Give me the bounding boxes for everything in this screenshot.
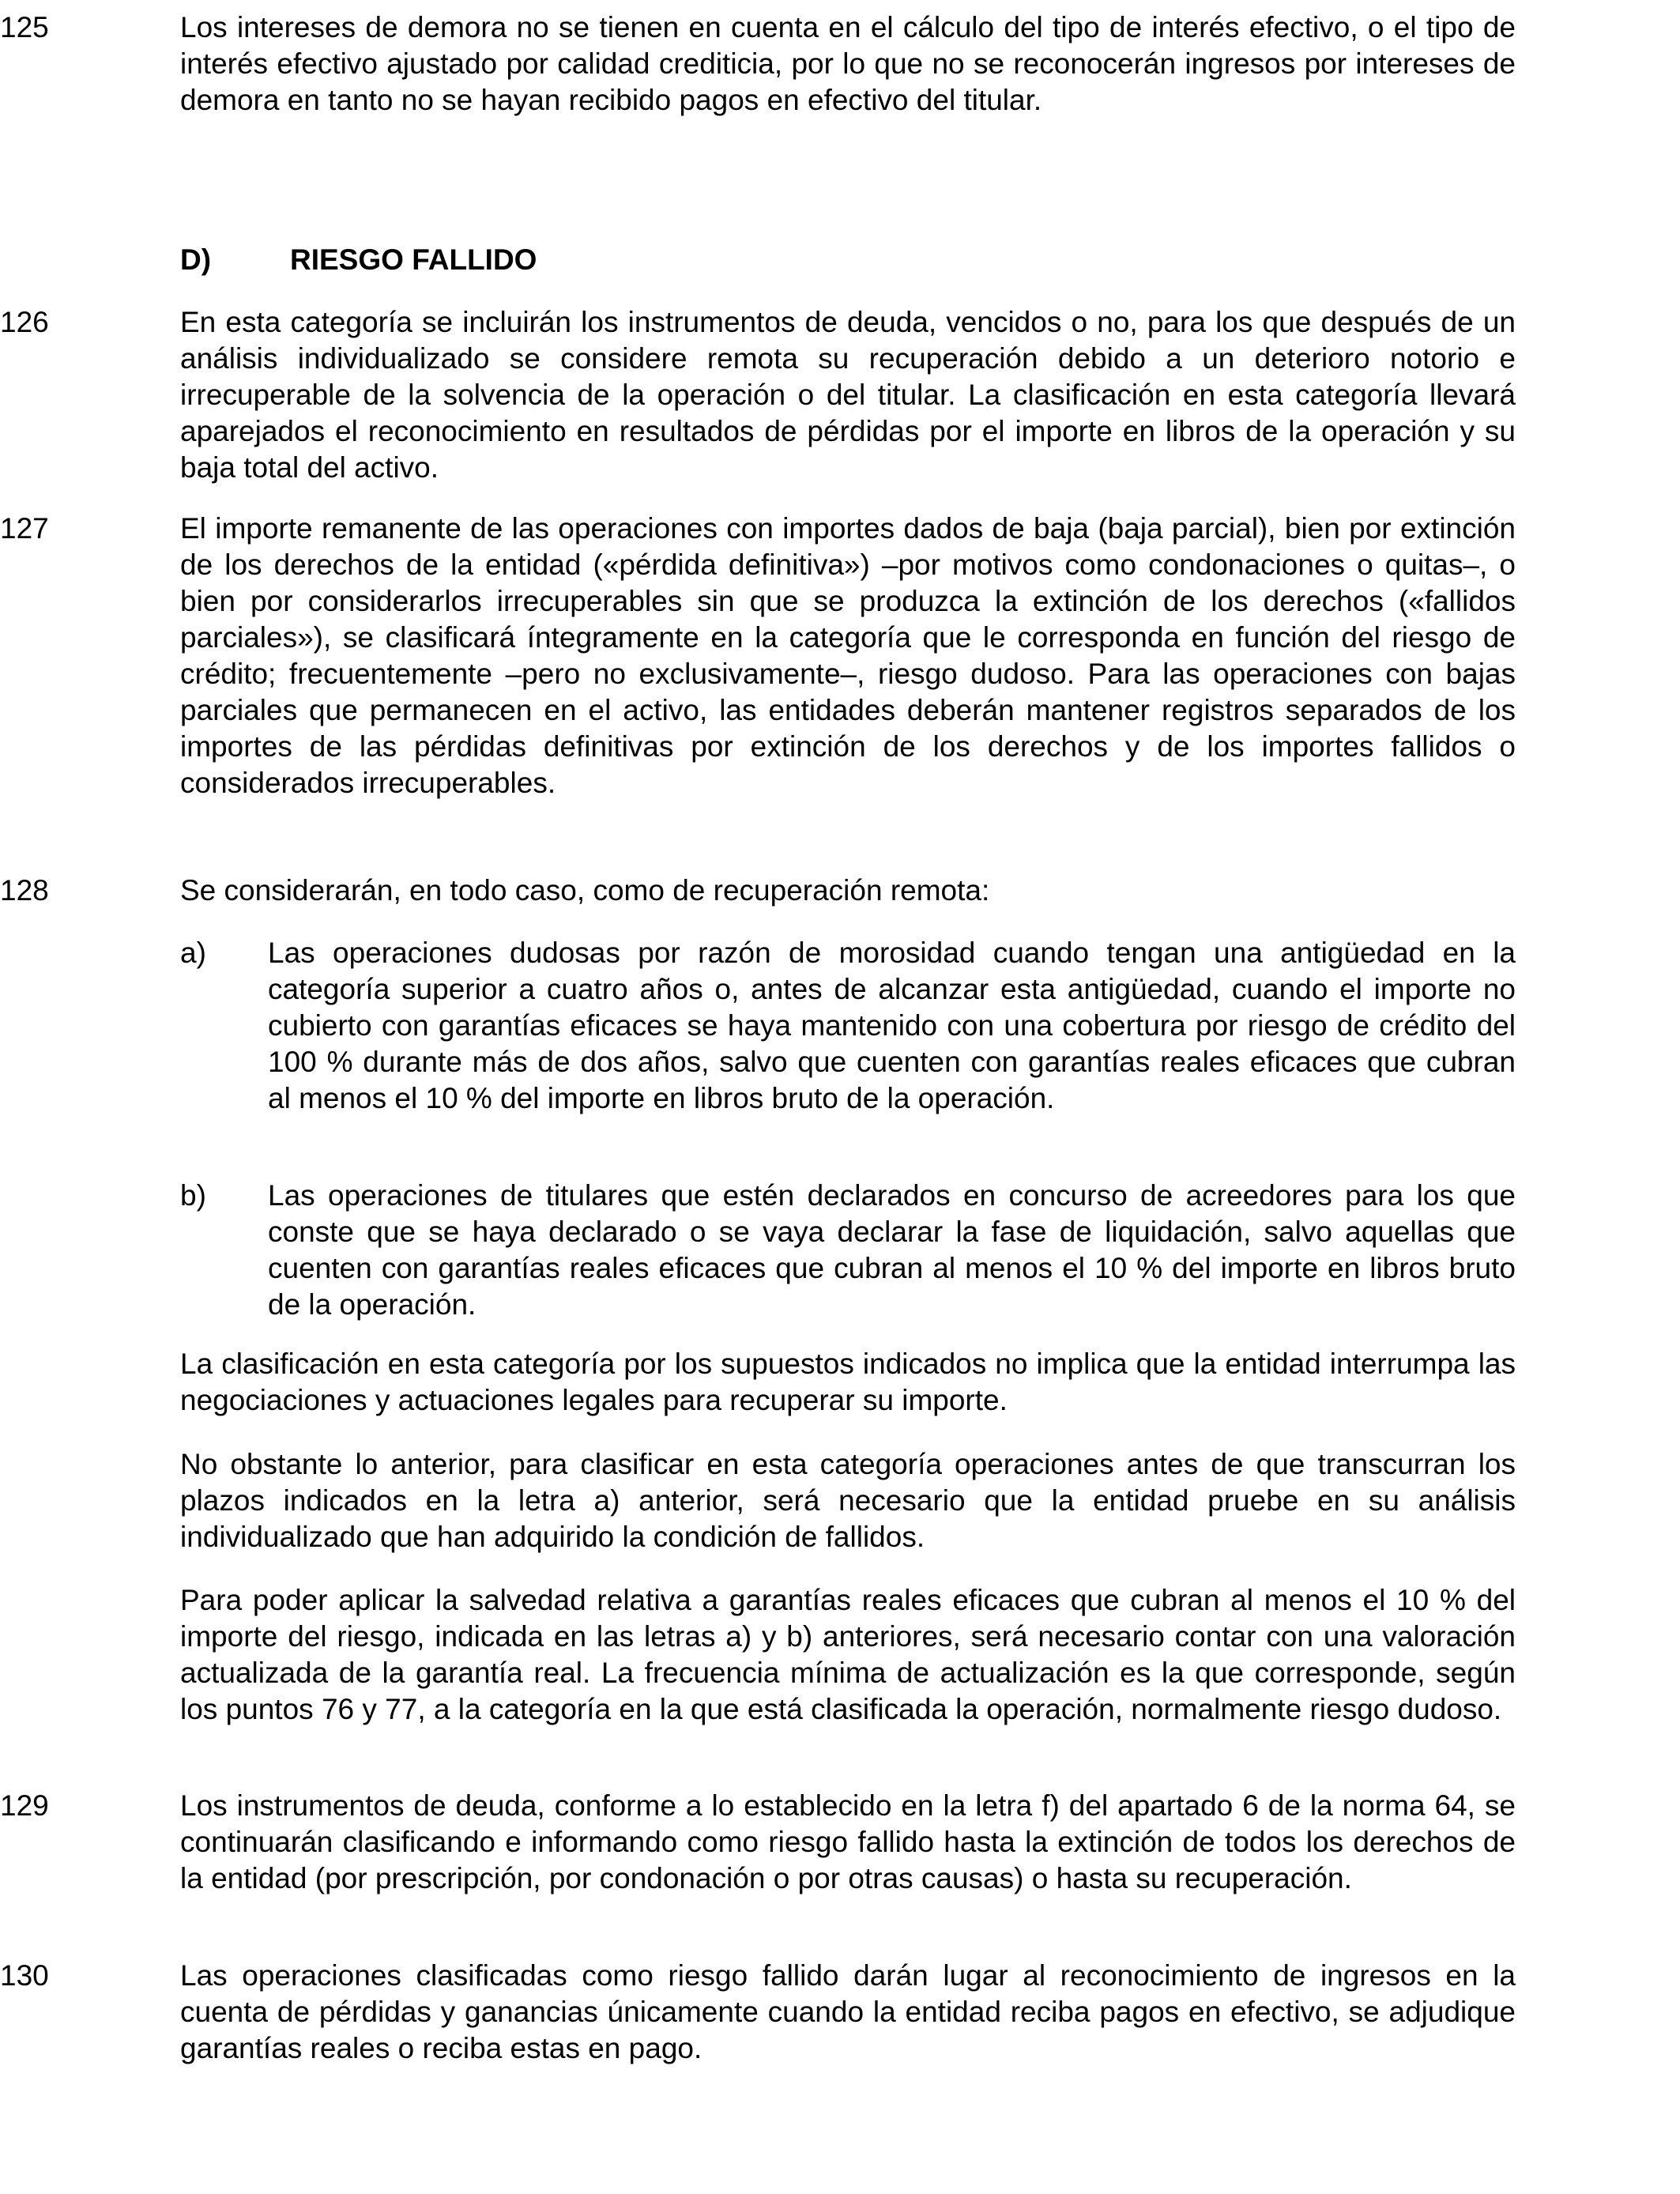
section-title: RIESGO FALLIDO — [290, 243, 537, 276]
paragraph-text: Las operaciones clasificadas como riesgo fallido darán lugar al reconocimiento de ingresos en la cuenta de pérdidas y ganancias únicamente cuando la entidad reciba pagos en efectivo, se adjudique garantías reales o reciba estas en pago. — [180, 1959, 1516, 2064]
paragraph-128-continuation-1 — [180, 1346, 1516, 1419]
paragraph-125 — [0, 9, 1516, 119]
paragraph-128-continuation-2 — [180, 1446, 1516, 1555]
paragraph-text: Se considerarán, en todo caso, como de recuperación remota: — [180, 874, 990, 907]
paragraph-128-continuation-3 — [180, 1582, 1516, 1728]
list-item-a — [180, 935, 1516, 1117]
list-item-letter: a) — [180, 937, 206, 969]
paragraph-text: La clasificación en esta categoría por los supuestos indicados no implica que la entidad interrumpa las negociaciones y actuaciones legales para recuperar su importe. — [180, 1348, 1516, 1416]
paragraph-130 — [0, 1958, 1516, 2067]
list-item-letter: b) — [180, 1179, 206, 1212]
paragraph-text: En esta categoría se incluirán los instrumentos de deuda, vencidos o no, para los que después de un análisis individualizado se considere remota su recuperación debido a un deterioro notorio e irrecuperable de la solvencia de la operación o del titular. La clasificación en esta categoría llevará aparejados el reconocimiento en resultados de pérdidas por el importe en libros de la operación y su baja total del activo. — [180, 306, 1516, 484]
list-item-text: Las operaciones dudosas por razón de morosidad cuando tengan una antigüedad en la categoría superior a cuatro años o, antes de alcanzar esta antigüedad, cuando el importe no cubierto con garantías eficaces se haya mantenido con una cobertura por riesgo de crédito del 100 % durante más de dos años, salvo que cuenten con garantías reales eficaces que cubran al menos el 10 % del importe en libros bruto de la operación. — [268, 937, 1516, 1114]
paragraph-text: Los intereses de demora no se tienen en cuenta en el cálculo del tipo de interés efectivo, o el tipo de interés efectivo ajustado por calidad crediticia, por lo que no se reconocerán ingresos por intereses de demora en tanto no se hayan recibido pagos en efectivo del titular. — [180, 11, 1516, 116]
paragraph-text: Para poder aplicar la salvedad relativa a garantías reales eficaces que cubran al menos el 10 % del importe del riesgo, indicada en las letras a) y b) anteriores, será necesario contar con una valoración actualizada de la garantía real. La frecuencia mínima de actualización es la que corresponde, según los puntos 76 y 77, a la categoría en la que está clasificada la operación, normalmente riesgo dudoso. — [180, 1584, 1516, 1725]
list-item-text: Las operaciones de titulares que estén declarados en concurso de acreedores para los que conste que se haya declarado o se vaya declarar la fase de liquidación, salvo aquellas que cuenten con garantías reales eficaces que cubran al menos el 10 % del importe en libros bruto de la operación. — [268, 1179, 1516, 1321]
paragraph-number: 130 — [0, 1959, 49, 1992]
paragraph-127 — [0, 511, 1516, 801]
paragraph-number: 126 — [0, 306, 49, 338]
paragraph-126 — [0, 304, 1516, 486]
list-item-b — [180, 1178, 1516, 1323]
paragraph-text: El importe remanente de las operaciones con importes dados de baja (baja parcial), bien por extinción de los derechos de la entidad («pérdida definitiva») –por motivos como condonaciones o quitas–, o bien por considerarlos irrecuperables sin que se produzca la extinción de los derechos («fallidos parciales»), se clasificará íntegramente en la categoría que le corresponda en función del riesgo de crédito; frecuentemente –pero no exclusivamente–, riesgo dudoso. Para las operaciones con bajas parciales que permanecen en el activo, las entidades deberán mantener registros separados de los importes de las pérdidas definitivas por extinción de los derechos y de los importes fallidos o considerados irrecuperables. — [180, 512, 1516, 799]
paragraph-number: 127 — [0, 512, 49, 545]
paragraph-number: 128 — [0, 874, 49, 907]
paragraph-number: 125 — [0, 11, 49, 43]
paragraph-number: 129 — [0, 1789, 49, 1822]
paragraph-text: Los instrumentos de deuda, conforme a lo establecido en la letra f) del apartado 6 de la norma 64, se continuarán clasificando e informando como riesgo fallido hasta la extinción de todos los derechos de la entidad (por prescripción, por condonación o por otras causas) o hasta su recuperación. — [180, 1789, 1516, 1894]
section-letter: D) — [180, 243, 212, 276]
paragraph-128 — [0, 873, 1516, 909]
paragraph-text: No obstante lo anterior, para clasificar en esta categoría operaciones antes de que transcurran los plazos indicados en la letra a) anterior, será necesario que la entidad pruebe en su análisis individualizado que han adquirido la condición de fallidos. — [180, 1448, 1516, 1553]
paragraph-129 — [0, 1788, 1516, 1897]
